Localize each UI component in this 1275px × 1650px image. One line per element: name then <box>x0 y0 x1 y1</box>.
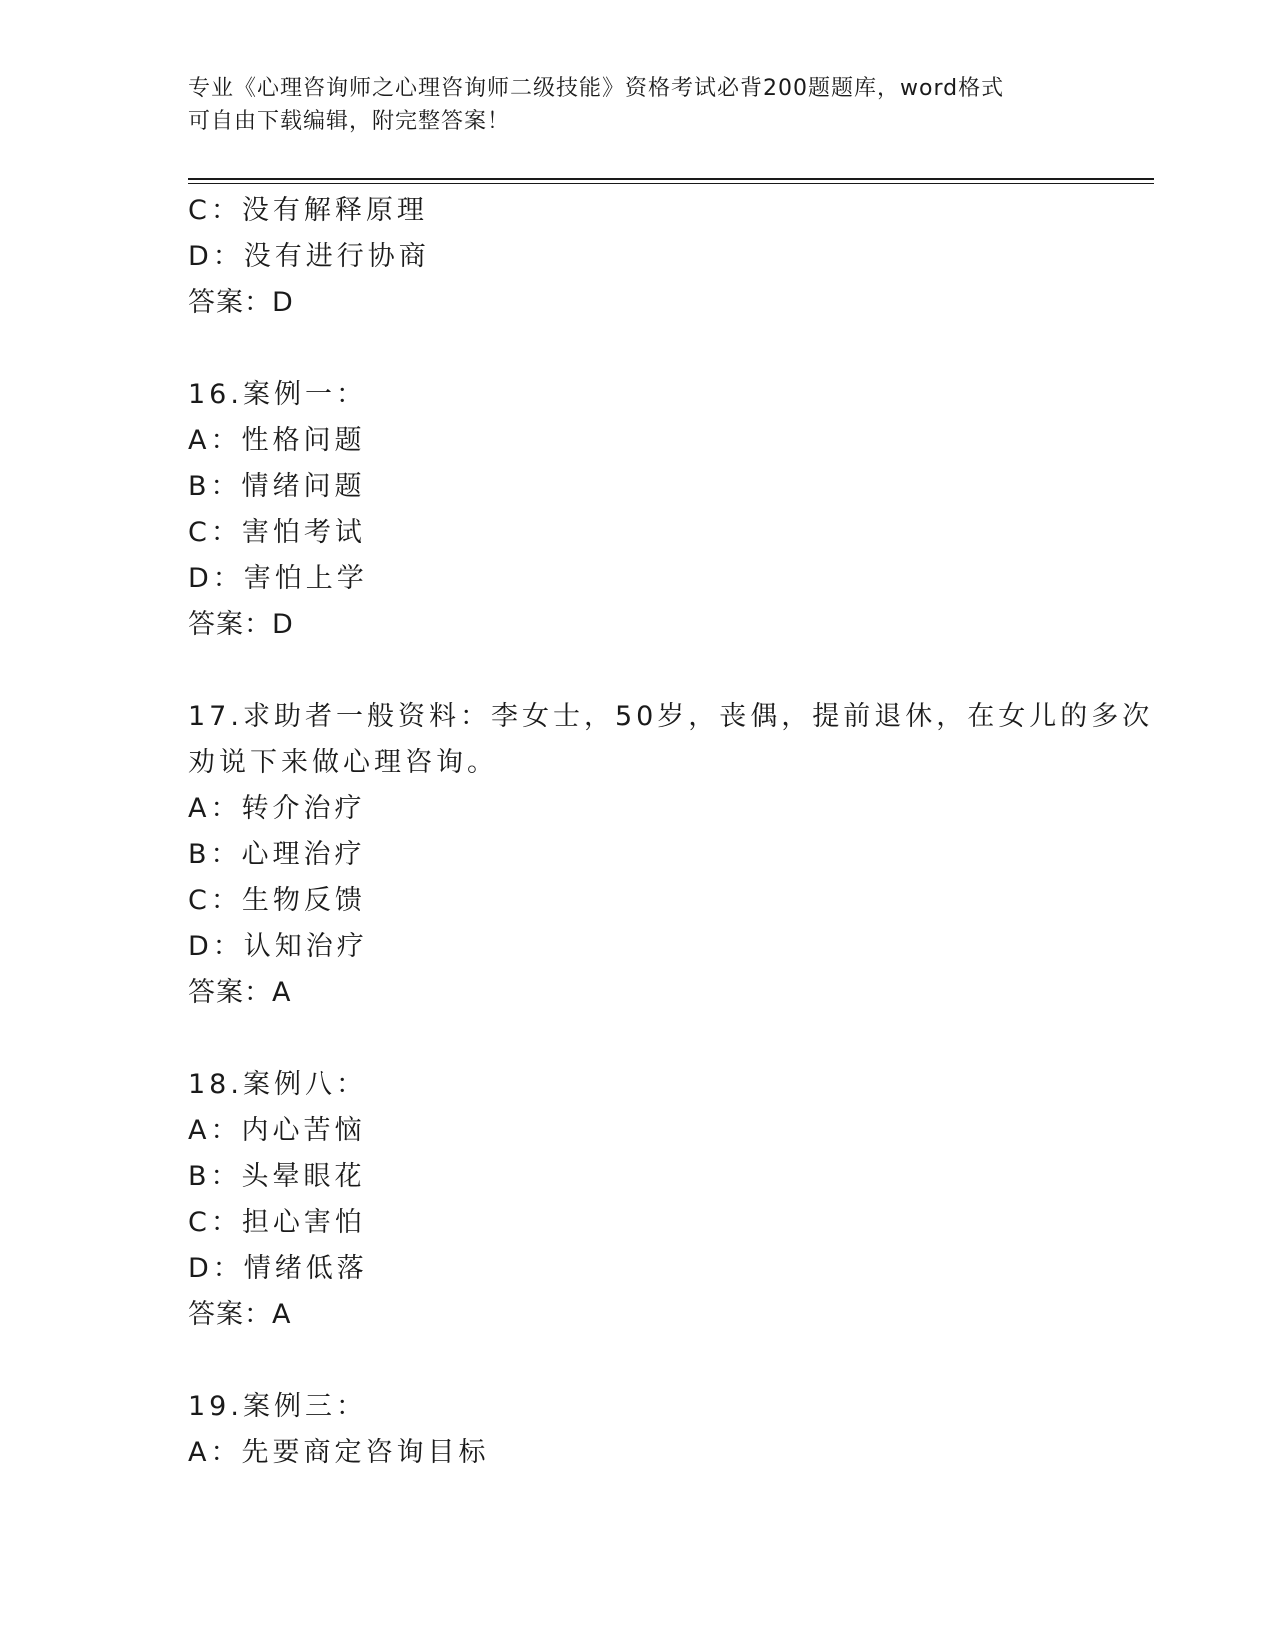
question-block-18 <box>188 1062 1088 1338</box>
question-block-17 <box>188 694 1154 1016</box>
option-a: A：先要商定咨询目标 <box>188 1437 490 1468</box>
option-b: B：头晕眼花 <box>188 1161 366 1192</box>
spacer <box>188 1016 1088 1062</box>
answer: 答案：D <box>188 609 294 640</box>
spacer <box>188 326 1088 372</box>
question-stem-line-1: 17.求助者一般资料：李女士，50岁，丧偶，提前退休，在女儿的多次 <box>188 701 1154 732</box>
option-d: D：害怕上学 <box>188 563 368 594</box>
option-c: C：担心害怕 <box>188 1207 366 1238</box>
answer: 答案：D <box>188 287 294 318</box>
option-b: B：心理治疗 <box>188 839 366 870</box>
header-line-1: 专业《心理咨询师之心理咨询师二级技能》资格考试必背200题题库，word格式 <box>188 76 1005 101</box>
option-a: A：转介治疗 <box>188 793 366 824</box>
question-block-19 <box>188 1384 1088 1476</box>
question-stem-line-2: 劝说下来做心理咨询。 <box>188 747 498 778</box>
option-a: A：内心苦恼 <box>188 1115 366 1146</box>
header-line-2: 可自由下载编辑，附完整答案！ <box>188 109 511 134</box>
question-block-15 <box>188 188 1088 326</box>
question-stem: 16.案例一： <box>188 379 367 410</box>
question-stem: 18.案例八： <box>188 1069 367 1100</box>
option-d: D：没有进行协商 <box>188 241 430 272</box>
option-c: C：害怕考试 <box>188 517 366 548</box>
option-a: A：性格问题 <box>188 425 366 456</box>
option-c: C：生物反馈 <box>188 885 366 916</box>
option-b: B：情绪问题 <box>188 471 366 502</box>
question-block-16 <box>188 372 1088 648</box>
option-c: C：没有解释原理 <box>188 195 428 226</box>
document-header <box>188 72 1088 138</box>
header-divider-bottom <box>188 183 1154 184</box>
header-divider-top <box>188 178 1154 180</box>
option-d: D：认知治疗 <box>188 931 368 962</box>
option-d: D：情绪低落 <box>188 1253 368 1284</box>
question-stem: 19.案例三： <box>188 1391 367 1422</box>
spacer <box>188 1338 1088 1384</box>
spacer <box>188 648 1088 694</box>
answer: 答案：A <box>188 977 292 1008</box>
document-body <box>188 188 1154 1476</box>
answer: 答案：A <box>188 1299 292 1330</box>
